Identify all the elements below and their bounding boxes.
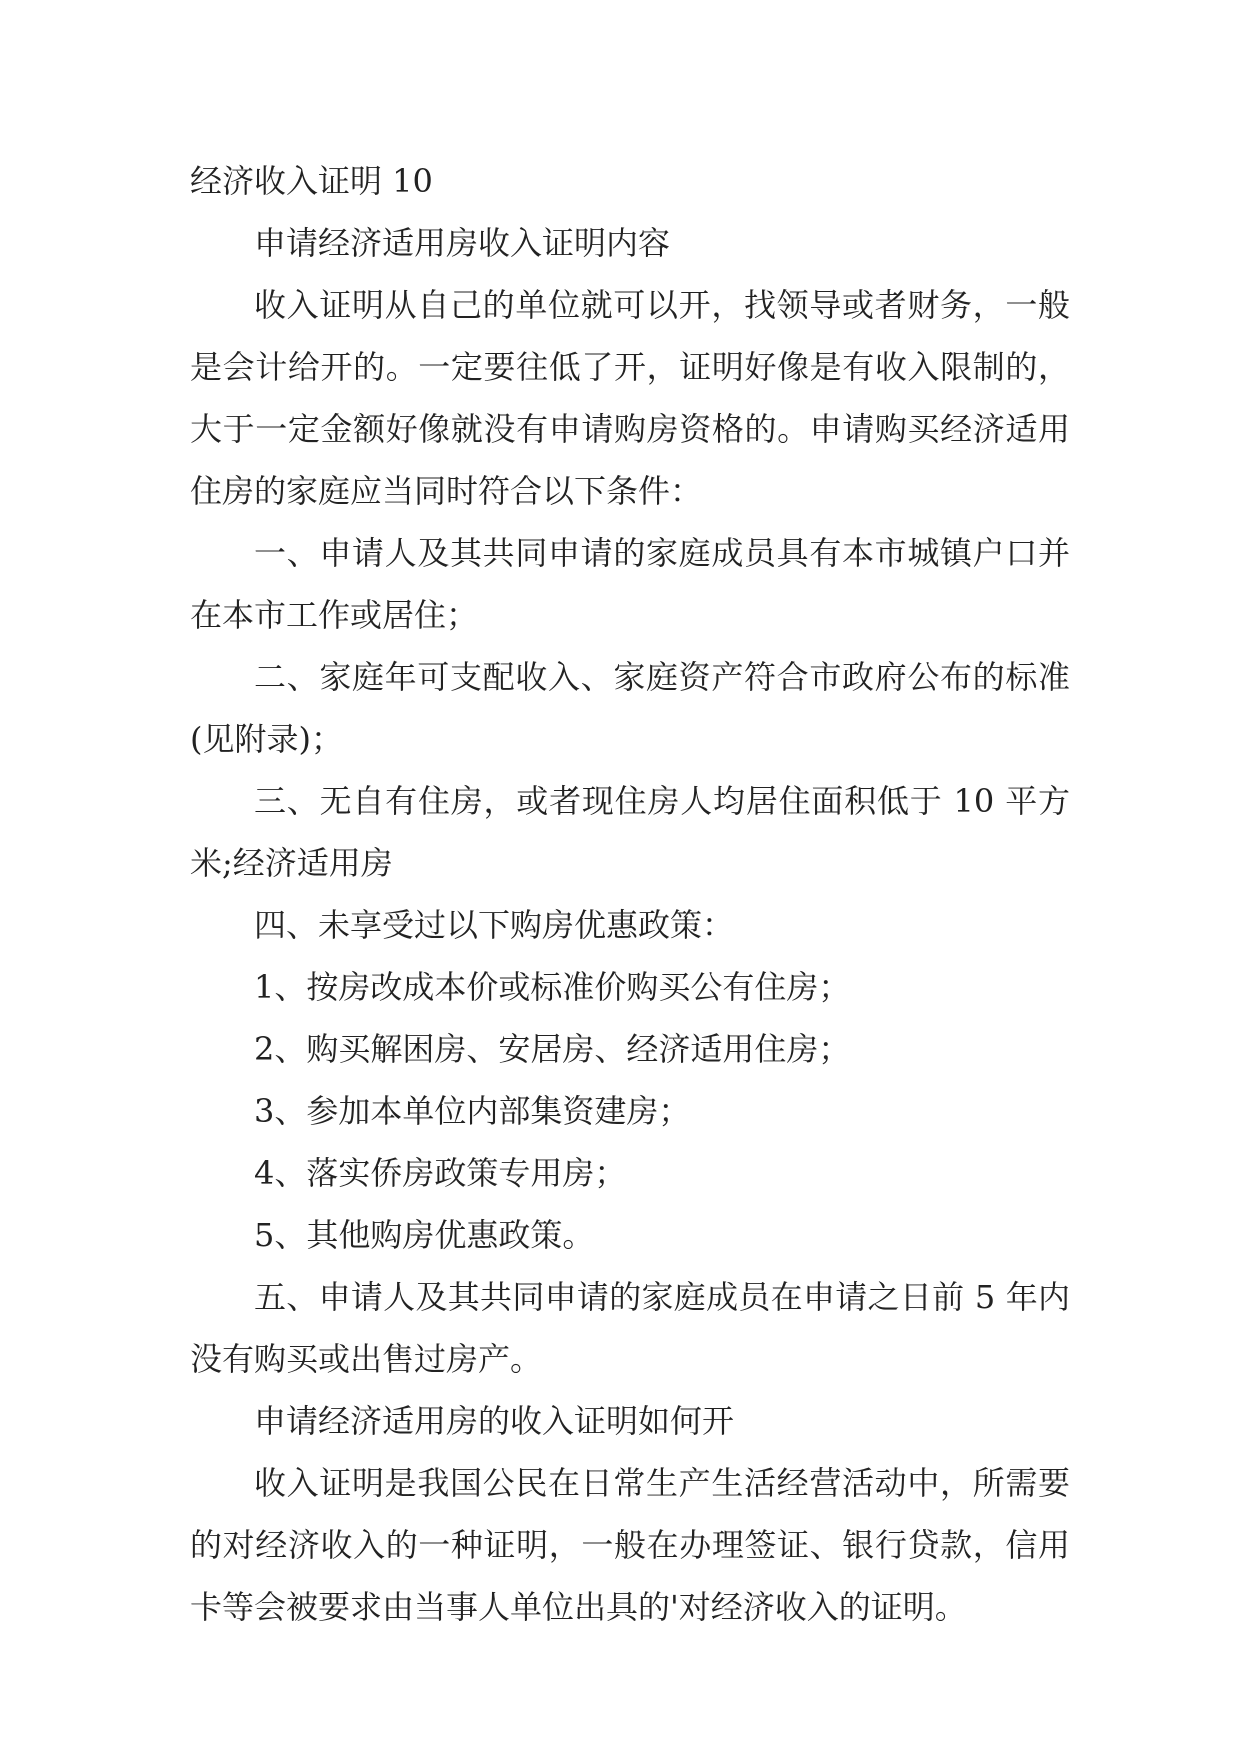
policy-item-4: 4、落实侨房政策专用房； [254, 1154, 627, 1192]
paragraph-intro: 收入证明从自己的单位就可以开，找领导或者财务，一般是会计给开的。一定要往低了开，证明好像是有收入限制的，大于一定金额好像就没有申请购房资格的。申请购买经济适用住房的家庭应当同时符合以下条件： [190, 286, 1070, 510]
condition-item-1: 一、申请人及其共同申请的家庭成员具有本市城镇户口并在本市工作或居住； [190, 534, 1070, 634]
policy-item-5: 5、其他购房优惠政策。 [254, 1216, 595, 1254]
policy-item-2: 2、购买解困房、安居房、经济适用住房； [254, 1030, 851, 1068]
policy-item-1: 1、按房改成本价或标准价购买公有住房； [254, 968, 851, 1006]
document-body [190, 150, 1070, 1638]
condition-item-5: 五、申请人及其共同申请的家庭成员在申请之日前 5 年内没有购买或出售过房产。 [190, 1278, 1070, 1378]
condition-item-2: 二、家庭年可支配收入、家庭资产符合市政府公布的标准(见附录)； [190, 658, 1070, 758]
condition-item-4: 四、未享受过以下购房优惠政策： [254, 906, 735, 944]
document-title: 经济收入证明 10 [190, 162, 433, 200]
section-heading-how-to: 申请经济适用房的收入证明如何开 [254, 1402, 735, 1440]
paragraph-definition: 收入证明是我国公民在日常生产生活经营活动中，所需要的对经济收入的一种证明，一般在办理签证、银行贷款，信用卡等会被要求由当事人单位出具的'对经济收入的证明。 [190, 1464, 1070, 1626]
policy-item-3: 3、参加本单位内部集资建房； [254, 1092, 691, 1130]
section-heading-content: 申请经济适用房收入证明内容 [254, 224, 671, 262]
condition-item-3: 三、无自有住房，或者现住房人均居住面积低于 10 平方米;经济适用房 [190, 782, 1070, 882]
